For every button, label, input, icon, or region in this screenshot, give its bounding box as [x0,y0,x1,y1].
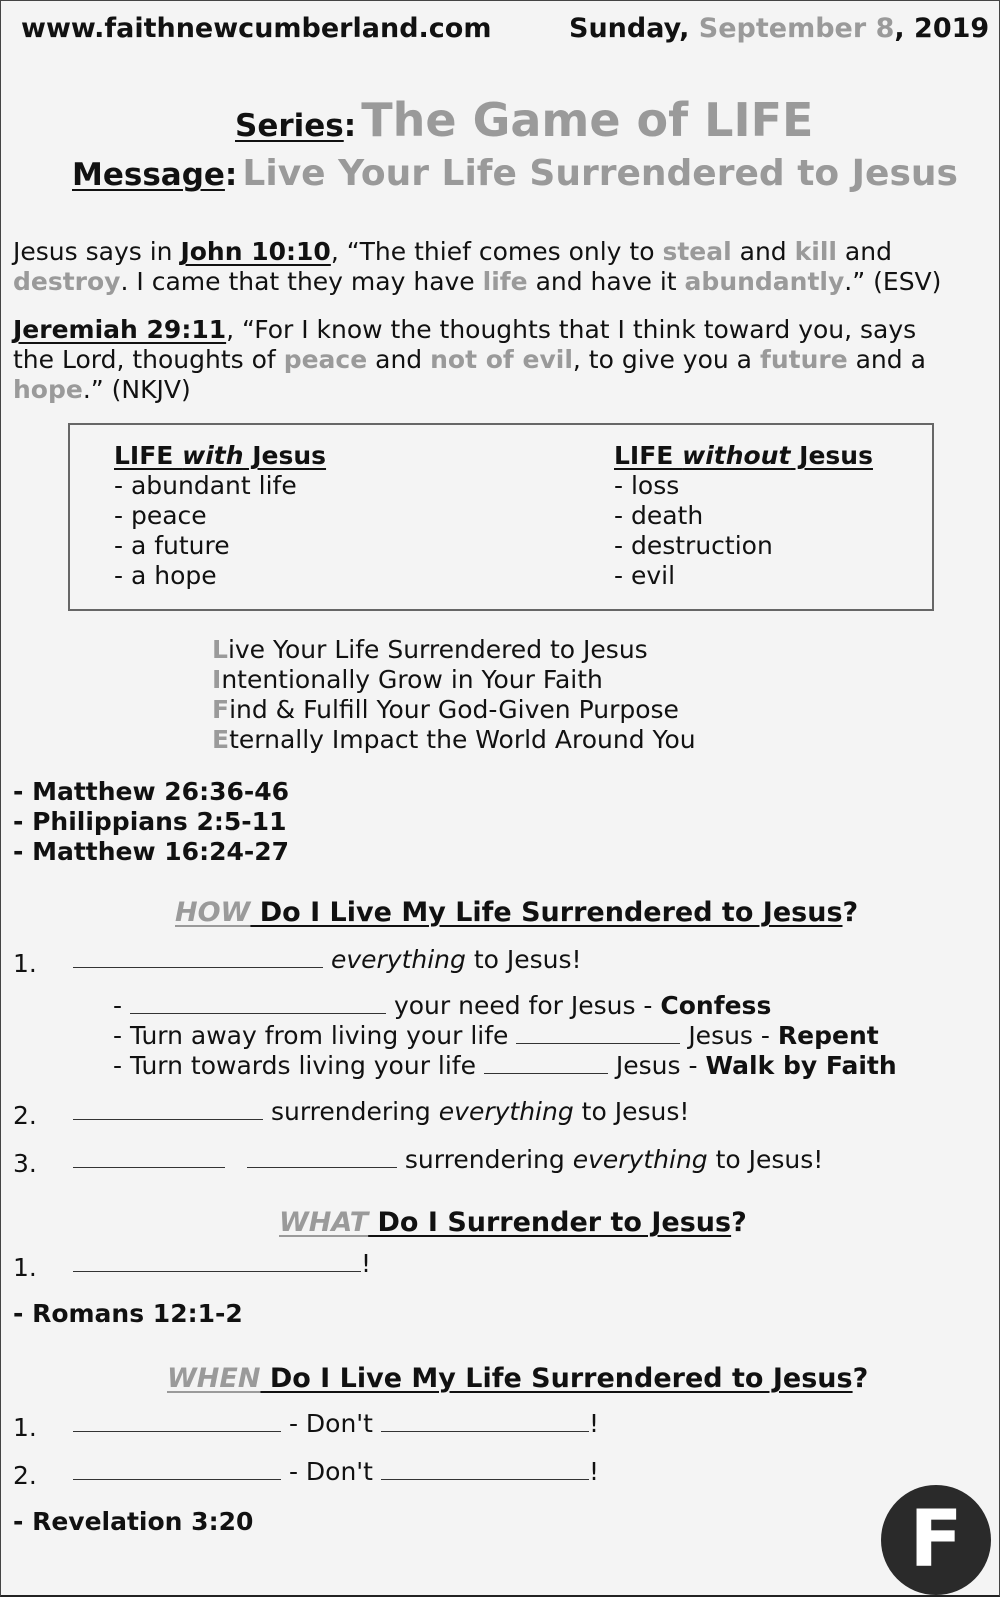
list-item: - abundant life [114,471,297,500]
list-item: - a hope [114,561,217,590]
scripture-ref: - Revelation 3:20 [13,1507,254,1536]
how-sub-2: - Turn away from living your life Jesus - Repent [113,1021,879,1050]
fill-in-blank[interactable] [73,1478,281,1480]
life-with-jesus-heading: LIFE with Jesus [114,441,327,470]
fill-in-blank[interactable] [516,1042,680,1044]
list-item: - destruction [614,531,773,560]
acrostic-line: Intentionally Grow in Your Faith [212,665,603,694]
how-item-2-number: 2. [13,1101,37,1130]
message-title: Live Your Life Surrendered to Jesus [242,153,958,194]
how-item-3: surrendering everything to Jesus! [73,1145,823,1175]
acrostic-line: Live Your Life Surrendered to Jesus [212,635,648,664]
date-number: 8 [875,13,895,44]
series-heading: Series: The Game of LIFE [235,93,814,147]
when-item-1: - Don't ! [73,1409,599,1439]
date-year: , 2019 [894,13,990,44]
date-month: September [698,13,867,44]
jeremiah-verse-line-2: the Lord, thoughts of peace and not of evil, to give you a future and a [13,345,926,374]
what-item-1: ! [73,1249,371,1279]
message-label: Message [72,157,225,193]
john-verse-line-1: Jesus says in John 10:10, “The thief comes only to steal and kill and [13,237,892,266]
when-item-2: - Don't ! [73,1457,599,1487]
scripture-ref: - Matthew 16:24-27 [13,837,290,866]
life-acrostic [212,635,696,755]
fill-in-blank[interactable] [73,1430,281,1432]
what-section-heading: WHAT Do I Surrender to Jesus? [279,1207,747,1238]
acrostic-line: Eternally Impact the World Around You [212,725,696,754]
jeremiah-verse-line-3: hope.” (NKJV) [13,375,191,404]
church-logo: F [881,1485,991,1595]
fill-in-blank[interactable] [73,1118,263,1120]
website-url[interactable]: www.faithnewcumberland.com [21,13,492,44]
list-item: - death [614,501,704,530]
life-with-jesus-column [114,441,326,591]
list-item: - loss [614,471,680,500]
jeremiah-verse-line-1: Jeremiah 29:11, “For I know the thoughts that I think toward you, says [13,315,917,344]
life-without-jesus-column [614,441,873,591]
fill-in-blank[interactable] [73,1270,361,1272]
service-date [569,13,989,44]
life-without-jesus-heading: LIFE without Jesus [614,441,873,470]
fill-in-blank[interactable] [381,1478,589,1480]
scripture-ref: - Romans 12:1-2 [13,1299,243,1328]
how-item-1: everything to Jesus! [73,945,582,975]
series-title: The Game of LIFE [361,93,814,147]
when-section-heading: WHEN Do I Live My Life Surrendered to Jesus? [167,1363,869,1394]
list-item: - evil [614,561,676,590]
list-item: - peace [114,501,207,530]
fill-in-blank[interactable] [73,966,323,968]
fill-in-blank[interactable] [484,1072,608,1074]
how-sub-3: - Turn towards living your life Jesus - Walk by Faith [113,1051,897,1080]
how-section-heading: HOW Do I Live My Life Surrendered to Jesus? [175,897,859,928]
acrostic-line: Find & Fulfill Your God-Given Purpose [212,695,679,724]
john-verse-line-2: destroy. I came that they may have life and have it abundantly.” (ESV) [13,267,942,296]
how-item-3-number: 3. [13,1149,37,1178]
how-sub-1: - your need for Jesus - Confess [113,991,772,1020]
when-item-1-number: 1. [13,1413,37,1442]
fill-in-blank[interactable] [247,1166,397,1168]
list-item: - a future [114,531,230,560]
how-item-1-number: 1. [13,949,37,978]
scripture-ref: - Matthew 26:36-46 [13,777,290,806]
when-item-2-number: 2. [13,1461,37,1490]
date-day: Sunday, [569,13,690,44]
fill-in-blank[interactable] [73,1166,225,1168]
jeremiah-reference: Jeremiah 29:11 [13,315,227,344]
scripture-references [13,777,289,867]
fill-in-blank[interactable] [381,1430,589,1432]
scripture-ref: - Philippians 2:5-11 [13,807,287,836]
life-comparison-box [68,423,934,611]
how-item-2: surrendering everything to Jesus! [73,1097,689,1127]
message-heading: Message: Live Your Life Surrendered to Jesus [72,153,958,194]
what-item-1-number: 1. [13,1253,37,1282]
fill-in-blank[interactable] [130,1012,386,1014]
series-label: Series [235,108,344,144]
john-reference: John 10:10 [180,237,331,266]
